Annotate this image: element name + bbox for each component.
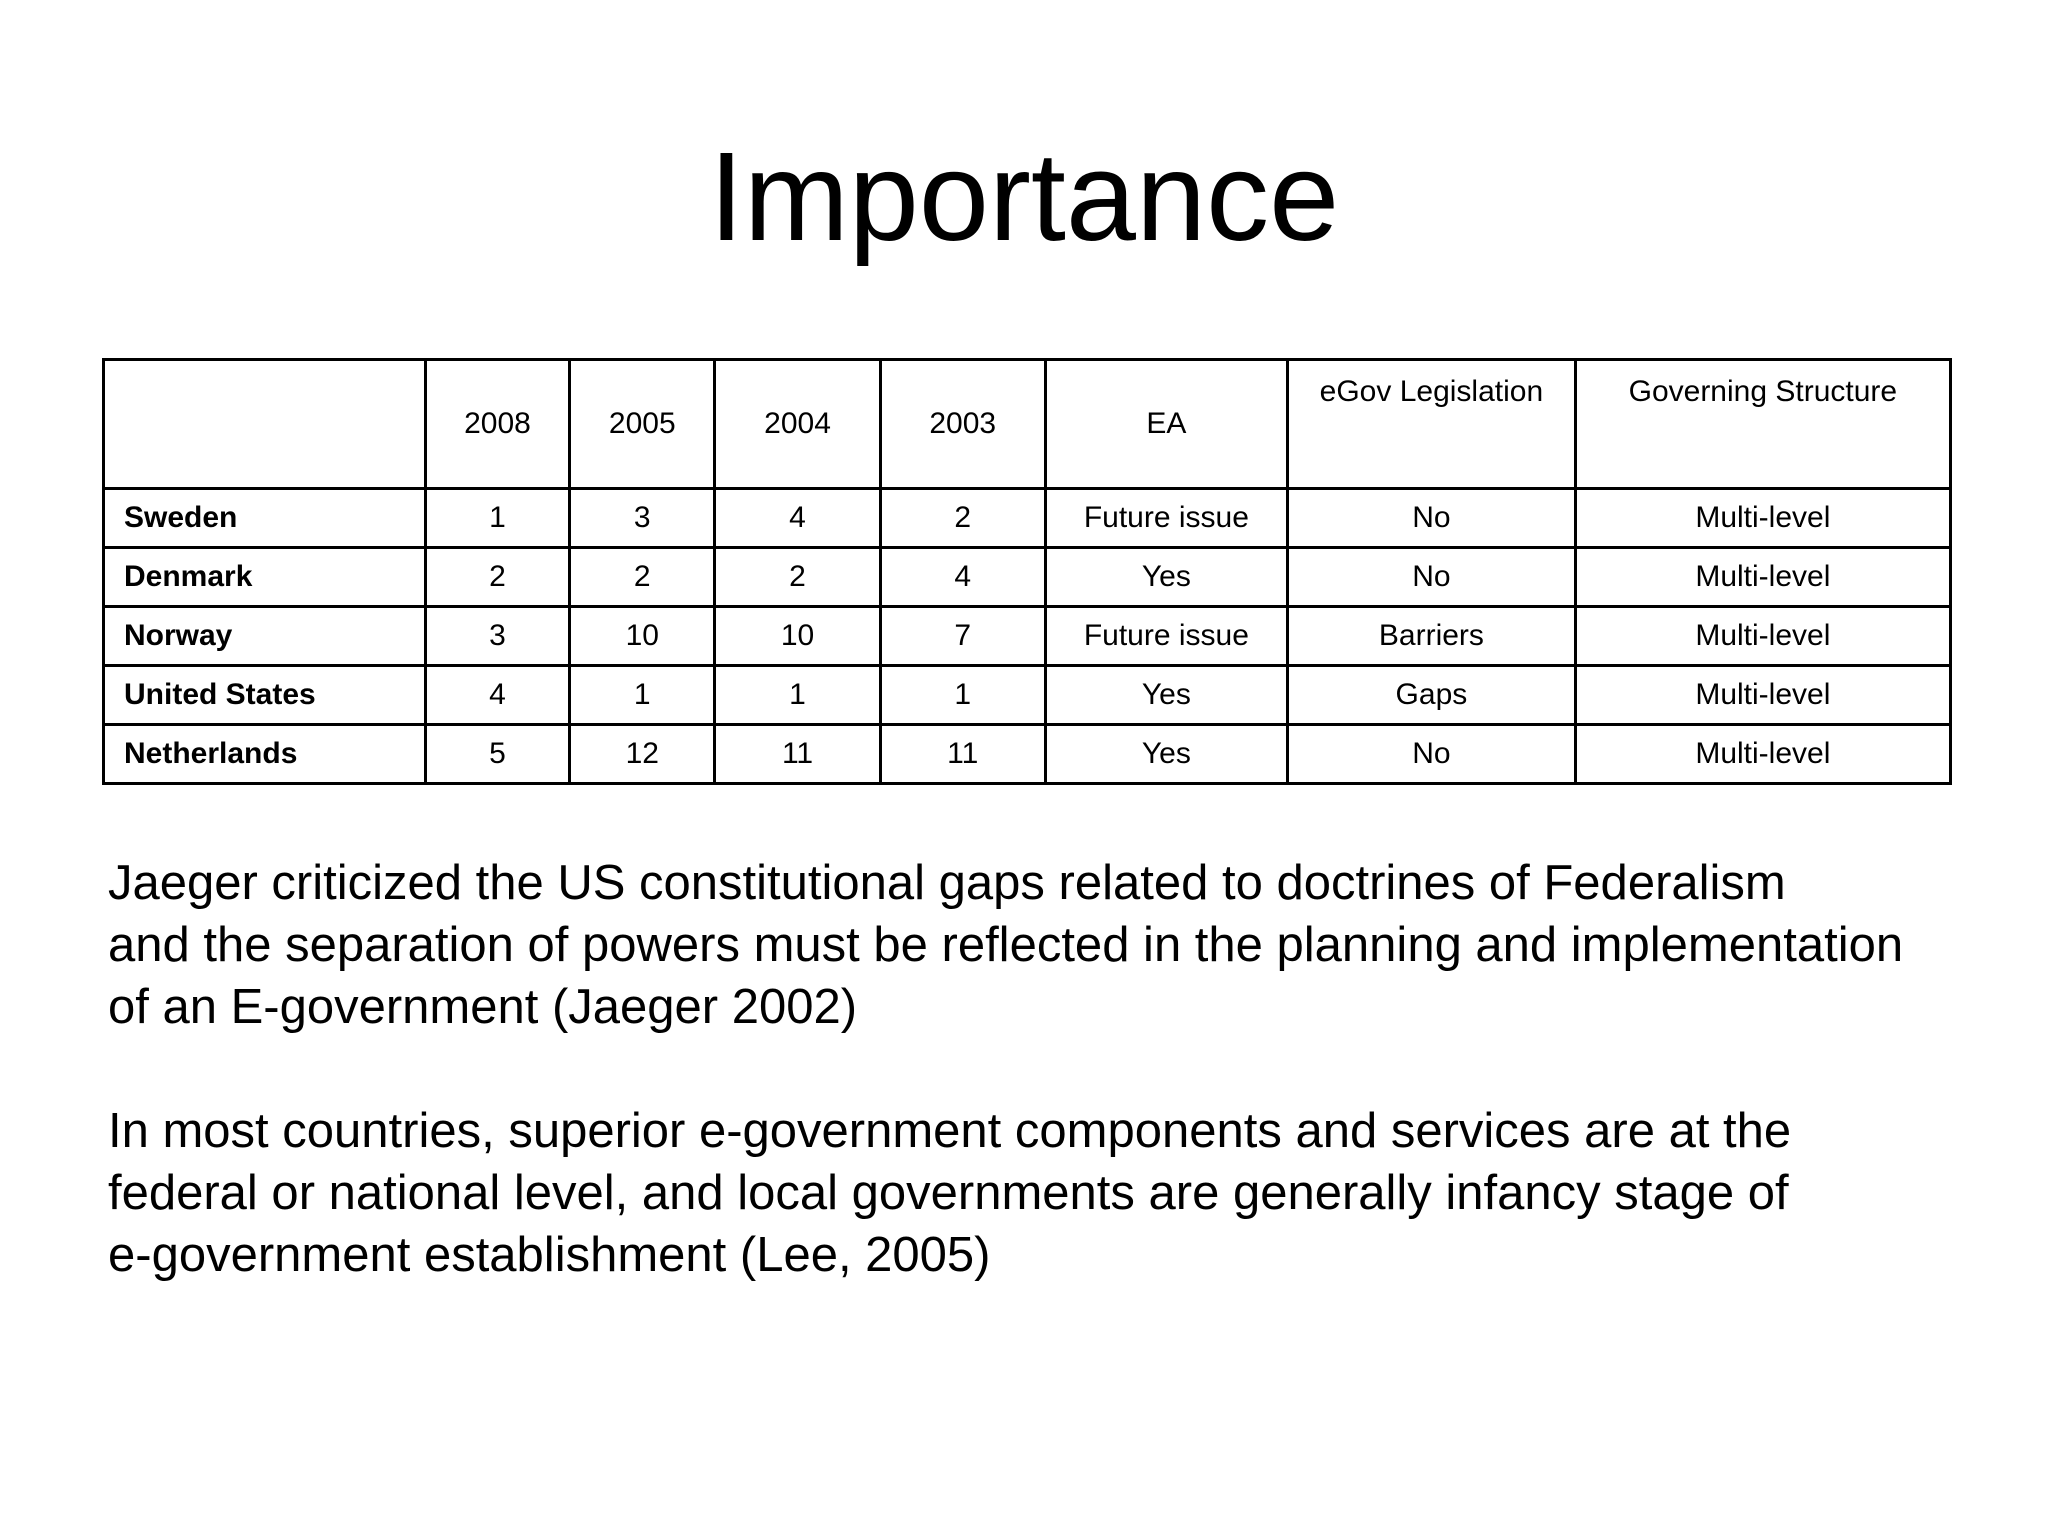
rank-2003-cell: 1 bbox=[880, 666, 1045, 725]
table-row bbox=[104, 548, 1951, 607]
rank-2004-cell: 2 bbox=[715, 548, 881, 607]
structure-cell: Multi-level bbox=[1575, 548, 1950, 607]
rank-2004-cell: 10 bbox=[715, 607, 881, 666]
structure-cell: Multi-level bbox=[1575, 666, 1950, 725]
rank-2003-cell: 2 bbox=[880, 489, 1045, 548]
header-cell-2005: 2005 bbox=[570, 360, 715, 489]
legislation-cell: No bbox=[1288, 489, 1576, 548]
rank-2003-cell: 7 bbox=[880, 607, 1045, 666]
slide-title: Importance bbox=[708, 126, 1340, 267]
structure-cell: Multi-level bbox=[1575, 725, 1950, 784]
header-cell-governing-structure: Governing Structure bbox=[1575, 360, 1950, 489]
country-cell: United States bbox=[104, 666, 426, 725]
header-cell-2003: 2003 bbox=[880, 360, 1045, 489]
legislation-cell: No bbox=[1288, 725, 1576, 784]
legislation-cell: No bbox=[1288, 548, 1576, 607]
table-row bbox=[104, 666, 1951, 725]
rank-2004-cell: 1 bbox=[715, 666, 881, 725]
header-cell-2008: 2008 bbox=[425, 360, 570, 489]
table-row bbox=[104, 489, 1951, 548]
ea-cell: Future issue bbox=[1045, 489, 1288, 548]
rank-2005-cell: 1 bbox=[570, 666, 715, 725]
rank-2008-cell: 4 bbox=[425, 666, 570, 725]
table-row bbox=[104, 725, 1951, 784]
rank-2004-cell: 4 bbox=[715, 489, 881, 548]
egov-ranking-table bbox=[102, 358, 1952, 785]
table-row bbox=[104, 607, 1951, 666]
country-cell: Sweden bbox=[104, 489, 426, 548]
rank-2004-cell: 11 bbox=[715, 725, 881, 784]
ea-cell: Yes bbox=[1045, 725, 1288, 784]
rank-2003-cell: 4 bbox=[880, 548, 1045, 607]
rank-2008-cell: 3 bbox=[425, 607, 570, 666]
ea-cell: Future issue bbox=[1045, 607, 1288, 666]
structure-cell: Multi-level bbox=[1575, 607, 1950, 666]
country-cell: Denmark bbox=[104, 548, 426, 607]
country-cell: Norway bbox=[104, 607, 426, 666]
ea-cell: Yes bbox=[1045, 548, 1288, 607]
legislation-cell: Barriers bbox=[1288, 607, 1576, 666]
rank-2008-cell: 2 bbox=[425, 548, 570, 607]
structure-cell: Multi-level bbox=[1575, 489, 1950, 548]
rank-2005-cell: 2 bbox=[570, 548, 715, 607]
jaeger-paragraph: Jaeger criticized the US constitutional gaps related to doctrines of Federalism and the separation of powers must be reflected in the planning and implementation of an E-government (Jaeger 2002) bbox=[108, 856, 1904, 1034]
header-cell-ea: EA bbox=[1045, 360, 1288, 489]
rank-2003-cell: 11 bbox=[880, 725, 1045, 784]
rank-2005-cell: 12 bbox=[570, 725, 715, 784]
rank-2005-cell: 3 bbox=[570, 489, 715, 548]
country-cell: Netherlands bbox=[104, 725, 426, 784]
rank-2008-cell: 5 bbox=[425, 725, 570, 784]
rank-2005-cell: 10 bbox=[570, 607, 715, 666]
lee-paragraph: In most countries, superior e-government components and services are at the federal or national level, and local governments are generally infancy stage of e-government establishment (Lee, 2005) bbox=[108, 1104, 1792, 1282]
header-cell-egov-legislation: eGov Legislation bbox=[1288, 360, 1576, 489]
rank-2008-cell: 1 bbox=[425, 489, 570, 548]
header-cell-corner bbox=[104, 360, 426, 489]
legislation-cell: Gaps bbox=[1288, 666, 1576, 725]
ea-cell: Yes bbox=[1045, 666, 1288, 725]
table-header-row bbox=[104, 360, 1951, 489]
header-cell-2004: 2004 bbox=[715, 360, 881, 489]
